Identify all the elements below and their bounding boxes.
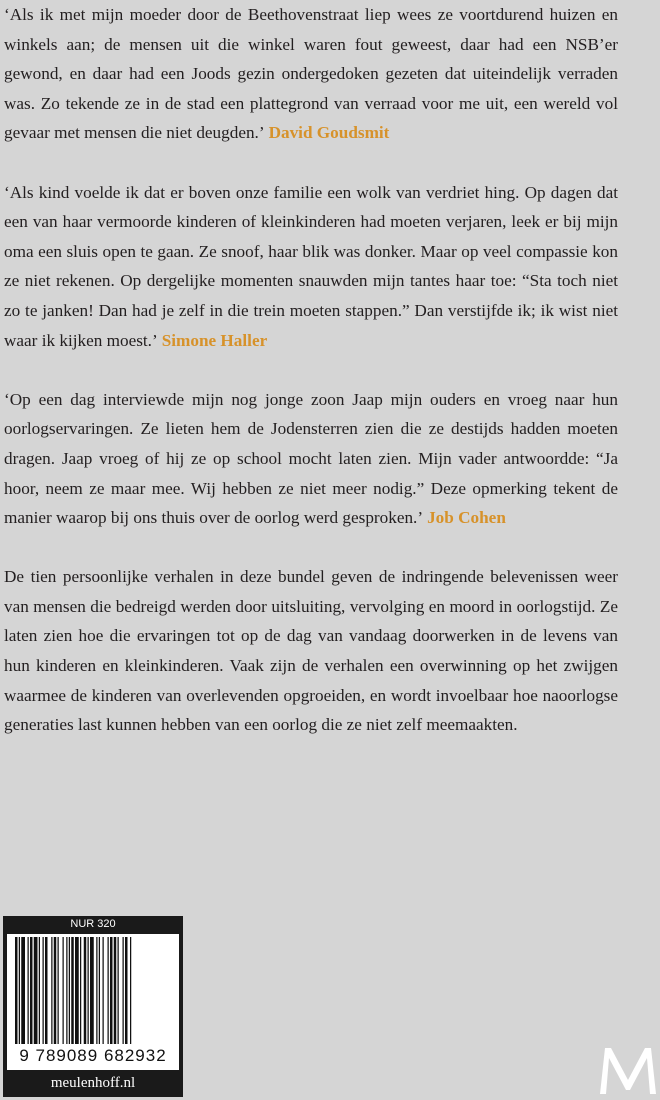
quote-author: Simone Haller — [161, 330, 268, 350]
quote-paragraph — [4, 385, 618, 533]
quote-text: ‘Op een dag interviewde mijn nog jonge zoon Jaap mijn ouders en vroeg naar hun oorlogservaringen. Ze lieten hem de Jodensterren zien die ze destijds hadden moeten dragen. Jaap vroeg of hij ze op school mocht laten zien. Mijn vader antwoordde: “Ja hoor, neem ze maar mee. Wij hebben ze niet meer nodig.” Deze opmerking tekent de manier waarop bij ons thuis over de oorlog werd gesproken.’ — [4, 389, 618, 528]
barcode-block — [3, 916, 183, 1097]
quote-text: ‘Als ik met mijn moeder door de Beethovenstraat liep wees ze voortdurend huizen en winkels aan; de mensen uit die winkel waren fout geweest, daar had een NSB’er gewond, en daar had een Joods gezin ondergedoken gezeten dat uiteindelijk verraden was. Zo tekende ze in de stad een plattegrond van verraad voor me uit, een wereld vol gevaar met mensen die niet deugden.’ — [4, 5, 618, 143]
quote-paragraph — [4, 178, 618, 356]
publisher-website: meulenhoff.nl — [50, 1075, 136, 1091]
back-cover-text — [4, 0, 618, 769]
description-paragraph: De tien persoonlijke verhalen in deze bundel geven de indringende belevenissen weer van mensen die bedreigd werden door uitsluiting, vervolging en moord in oorlogstijd. Ze laten zien hoe die ervaringen tot op de dag van vandaag doorwerken in de levens van hun kinderen en kleinkinderen. Vaak zijn de verhalen een overwinning op het zwijgen waarmee de kinderen van overlevenden opgroeiden, en wordt invoelbaar hoe naoorlogse generaties last kunnen hebben van een oorlog die ze niet zelf meemaakten. — [4, 567, 618, 735]
nur-code: NUR 320 — [70, 918, 116, 930]
isbn-number: 9 789089 682932 — [7, 1044, 179, 1068]
quote-author: Job Cohen — [427, 508, 506, 528]
quote-paragraph — [4, 0, 618, 148]
barcode-bars — [15, 937, 171, 1045]
quote-author: David Goudsmit — [268, 123, 390, 143]
publisher-m-logo-icon — [598, 1044, 658, 1096]
quote-text: ‘Als kind voelde ik dat er boven onze familie een wolk van verdriet hing. Op dagen dat een van haar vermoorde kinderen of kleinkinderen had moeten verjaren, leek er bij mijn oma een sluis open te gaan. Ze snoof, haar blik was donker. Maar op veel compassie kon ze niet rekenen. Op dergelijke momenten snauwden mijn tantes haar toe: “Sta toch niet zo te janken! Dan had je zelf in die trein moeten stappen.” Dan verstijfde ik; ik wist niet waar ik kijken moest.’ — [4, 182, 618, 350]
barcode-area — [7, 934, 179, 1070]
